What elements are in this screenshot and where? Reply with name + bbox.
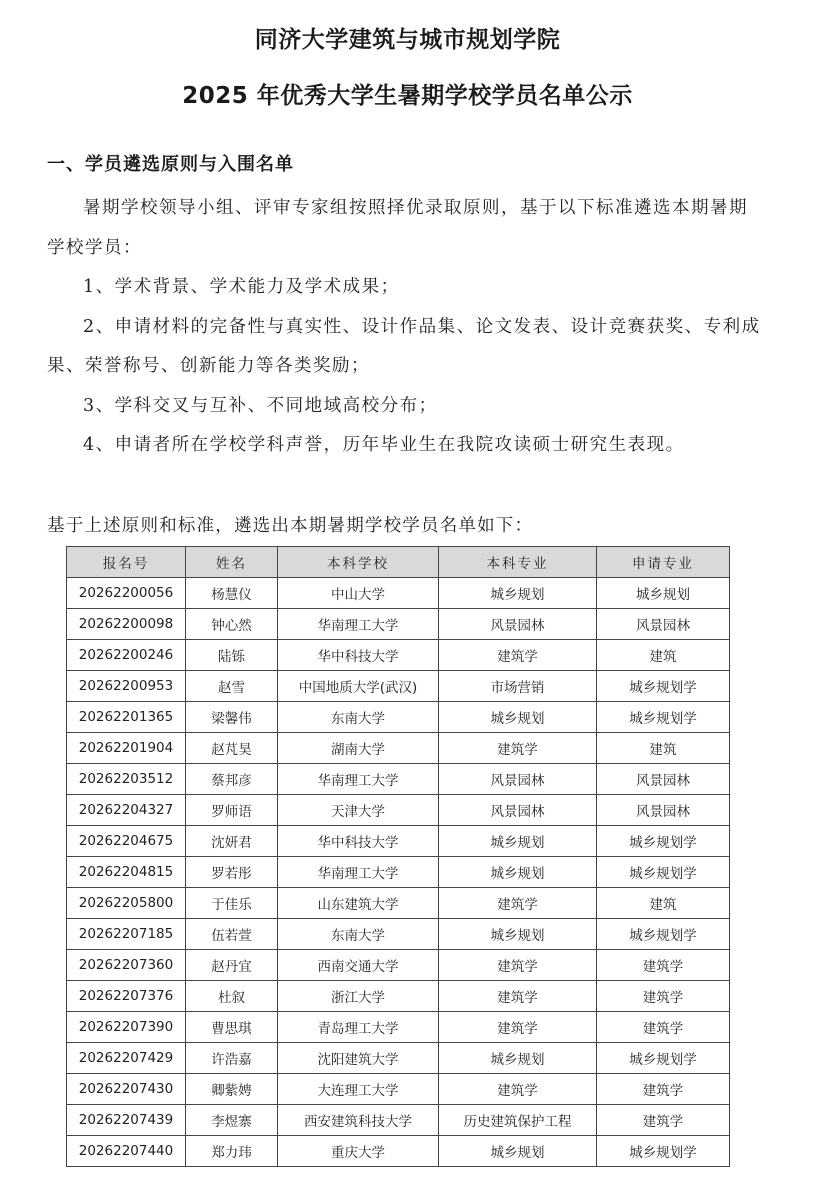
cell-undergraduate-major: 建筑学: [439, 1074, 597, 1105]
cell-name: 于佳乐: [186, 888, 278, 919]
cell-registration-number: 20262200056: [67, 578, 186, 609]
cell-registration-number: 20262207376: [67, 981, 186, 1012]
cell-registration-number: 20262204675: [67, 826, 186, 857]
cell-registration-number: 20262207440: [67, 1136, 186, 1167]
cell-applied-major: 建筑: [597, 733, 730, 764]
table-body: [67, 578, 730, 1167]
cell-undergraduate-school: 大连理工大学: [278, 1074, 439, 1105]
cell-name: 曹思琪: [186, 1012, 278, 1043]
cell-undergraduate-major: 城乡规划: [439, 1043, 597, 1074]
cell-applied-major: 城乡规划学: [597, 1043, 730, 1074]
cell-applied-major: 建筑学: [597, 1105, 730, 1136]
cell-registration-number: 20262200098: [67, 609, 186, 640]
cell-registration-number: 20262201365: [67, 702, 186, 733]
cell-registration-number: 20262207360: [67, 950, 186, 981]
cell-applied-major: 城乡规划学: [597, 671, 730, 702]
table-row: [67, 764, 730, 795]
intro-paragraph: 暑期学校领导小组、评审专家组按照择优录取原则，基于以下标准遴选本期暑期学校学员：: [47, 198, 748, 258]
cell-registration-number: 20262207439: [67, 1105, 186, 1136]
cell-undergraduate-school: 华南理工大学: [278, 609, 439, 640]
cell-undergraduate-school: 浙江大学: [278, 981, 439, 1012]
cell-registration-number: 20262207185: [67, 919, 186, 950]
table-row: [67, 1043, 730, 1074]
table-row: [67, 578, 730, 609]
cell-name: 郑力玮: [186, 1136, 278, 1167]
cell-undergraduate-school: 中山大学: [278, 578, 439, 609]
cell-undergraduate-major: 风景园林: [439, 764, 597, 795]
cell-name: 罗师语: [186, 795, 278, 826]
table-row: [67, 888, 730, 919]
cell-applied-major: 风景园林: [597, 609, 730, 640]
cell-applied-major: 建筑学: [597, 950, 730, 981]
table-row: [67, 1012, 730, 1043]
cell-undergraduate-school: 东南大学: [278, 919, 439, 950]
table-row: [67, 1074, 730, 1105]
section-heading: 一、学员遴选原则与入围名单: [47, 154, 294, 175]
table-row: [67, 826, 730, 857]
criteria-item-3: 3、学科交叉与互补、不同地域高校分布；: [83, 395, 438, 416]
criteria-item-4: 4、申请者所在学校学科声誉，历年毕业生在我院攻读硕士研究生表现。: [83, 435, 685, 455]
cell-undergraduate-major: 城乡规划: [439, 826, 597, 857]
cell-applied-major: 建筑学: [597, 1012, 730, 1043]
cell-applied-major: 风景园林: [597, 795, 730, 826]
cell-name: 钟心然: [186, 609, 278, 640]
cell-undergraduate-school: 山东建筑大学: [278, 888, 439, 919]
cell-registration-number: 20262204327: [67, 795, 186, 826]
criteria-list: [47, 268, 762, 466]
cell-undergraduate-major: 建筑学: [439, 1012, 597, 1043]
cell-name: 赵芃昊: [186, 733, 278, 764]
cell-undergraduate-major: 建筑学: [439, 950, 597, 981]
cell-registration-number: 20262203512: [67, 764, 186, 795]
table-row: [67, 919, 730, 950]
header-registration-number: 报名号: [67, 547, 186, 578]
table-row: [67, 1105, 730, 1136]
cell-name: 李煜寨: [186, 1105, 278, 1136]
cell-undergraduate-major: 风景园林: [439, 609, 597, 640]
cell-undergraduate-major: 风景园林: [439, 795, 597, 826]
cell-name: 蔡邦彦: [186, 764, 278, 795]
cell-registration-number: 20262207429: [67, 1043, 186, 1074]
table-row: [67, 950, 730, 981]
table-row: [67, 857, 730, 888]
cell-undergraduate-school: 中国地质大学(武汉): [278, 671, 439, 702]
table-row: [67, 609, 730, 640]
cell-undergraduate-major: 城乡规划: [439, 1136, 597, 1167]
cell-registration-number: 20262201904: [67, 733, 186, 764]
cell-applied-major: 风景园林: [597, 764, 730, 795]
cell-undergraduate-major: 建筑学: [439, 640, 597, 671]
header-undergraduate-school: 本科学校: [278, 547, 439, 578]
table-row: [67, 702, 730, 733]
cell-undergraduate-school: 青岛理工大学: [278, 1012, 439, 1043]
cell-applied-major: 建筑: [597, 888, 730, 919]
cell-name: 赵雪: [186, 671, 278, 702]
cell-undergraduate-major: 城乡规划: [439, 578, 597, 609]
cell-undergraduate-major: 城乡规划: [439, 857, 597, 888]
table-row: [67, 733, 730, 764]
cell-applied-major: 城乡规划: [597, 578, 730, 609]
cell-name: 许浩嘉: [186, 1043, 278, 1074]
cell-undergraduate-major: 城乡规划: [439, 702, 597, 733]
cell-applied-major: 城乡规划学: [597, 702, 730, 733]
cell-registration-number: 20262205800: [67, 888, 186, 919]
cell-undergraduate-school: 华中科技大学: [278, 826, 439, 857]
cell-undergraduate-school: 东南大学: [278, 702, 439, 733]
cell-undergraduate-major: 建筑学: [439, 888, 597, 919]
table-lead-sentence: 基于上述原则和标准，遴选出本期暑期学校学员名单如下：: [47, 516, 534, 536]
cell-undergraduate-school: 重庆大学: [278, 1136, 439, 1167]
cell-applied-major: 城乡规划学: [597, 857, 730, 888]
criteria-item-1: 1、学术背景、学术能力及学术成果；: [83, 277, 400, 297]
cell-undergraduate-school: 沈阳建筑大学: [278, 1043, 439, 1074]
cell-undergraduate-school: 西南交通大学: [278, 950, 439, 981]
cell-name: 赵丹宜: [186, 950, 278, 981]
header-applied-major: 申请专业: [597, 547, 730, 578]
cell-name: 卿紫娉: [186, 1074, 278, 1105]
table-row: [67, 1136, 730, 1167]
header-undergraduate-major: 本科专业: [439, 547, 597, 578]
cell-registration-number: 20262204815: [67, 857, 186, 888]
cell-name: 杜叙: [186, 981, 278, 1012]
header-name: 姓名: [186, 547, 278, 578]
cell-undergraduate-school: 华南理工大学: [278, 764, 439, 795]
student-roster-table: [66, 546, 730, 1167]
cell-registration-number: 20262200953: [67, 671, 186, 702]
criteria-item-2: 2、申请材料的完备性与真实性、设计作品集、论文发表、设计竞赛获奖、专利成果、荣誉称号、创新能力等各类奖励；: [47, 316, 761, 376]
cell-undergraduate-school: 天津大学: [278, 795, 439, 826]
cell-applied-major: 城乡规划学: [597, 1136, 730, 1167]
cell-undergraduate-major: 市场营销: [439, 671, 597, 702]
document-title-line1: 同济大学建筑与城市规划学院: [254, 27, 561, 53]
table-row: [67, 640, 730, 671]
table-header-row: [67, 547, 730, 578]
cell-undergraduate-major: 城乡规划: [439, 919, 597, 950]
table-row: [67, 671, 730, 702]
cell-name: 伍若萱: [186, 919, 278, 950]
cell-name: 罗若彤: [186, 857, 278, 888]
cell-undergraduate-school: 湖南大学: [278, 733, 439, 764]
cell-registration-number: 20262200246: [67, 640, 186, 671]
cell-applied-major: 建筑学: [597, 1074, 730, 1105]
cell-undergraduate-school: 华中科技大学: [278, 640, 439, 671]
table-row: [67, 795, 730, 826]
cell-applied-major: 城乡规划学: [597, 919, 730, 950]
cell-undergraduate-school: 西安建筑科技大学: [278, 1105, 439, 1136]
cell-name: 梁馨伟: [186, 702, 278, 733]
cell-undergraduate-major: 建筑学: [439, 981, 597, 1012]
cell-undergraduate-major: 历史建筑保护工程: [439, 1105, 597, 1136]
cell-registration-number: 20262207390: [67, 1012, 186, 1043]
table-row: [67, 981, 730, 1012]
cell-applied-major: 建筑学: [597, 981, 730, 1012]
cell-applied-major: 城乡规划学: [597, 826, 730, 857]
document-title-line2: 2025 年优秀大学生暑期学校学员名单公示: [182, 83, 633, 109]
cell-undergraduate-school: 华南理工大学: [278, 857, 439, 888]
cell-name: 杨慧仪: [186, 578, 278, 609]
cell-registration-number: 20262207430: [67, 1074, 186, 1105]
cell-name: 沈妍君: [186, 826, 278, 857]
cell-undergraduate-major: 建筑学: [439, 733, 597, 764]
cell-name: 陆铄: [186, 640, 278, 671]
cell-applied-major: 建筑: [597, 640, 730, 671]
